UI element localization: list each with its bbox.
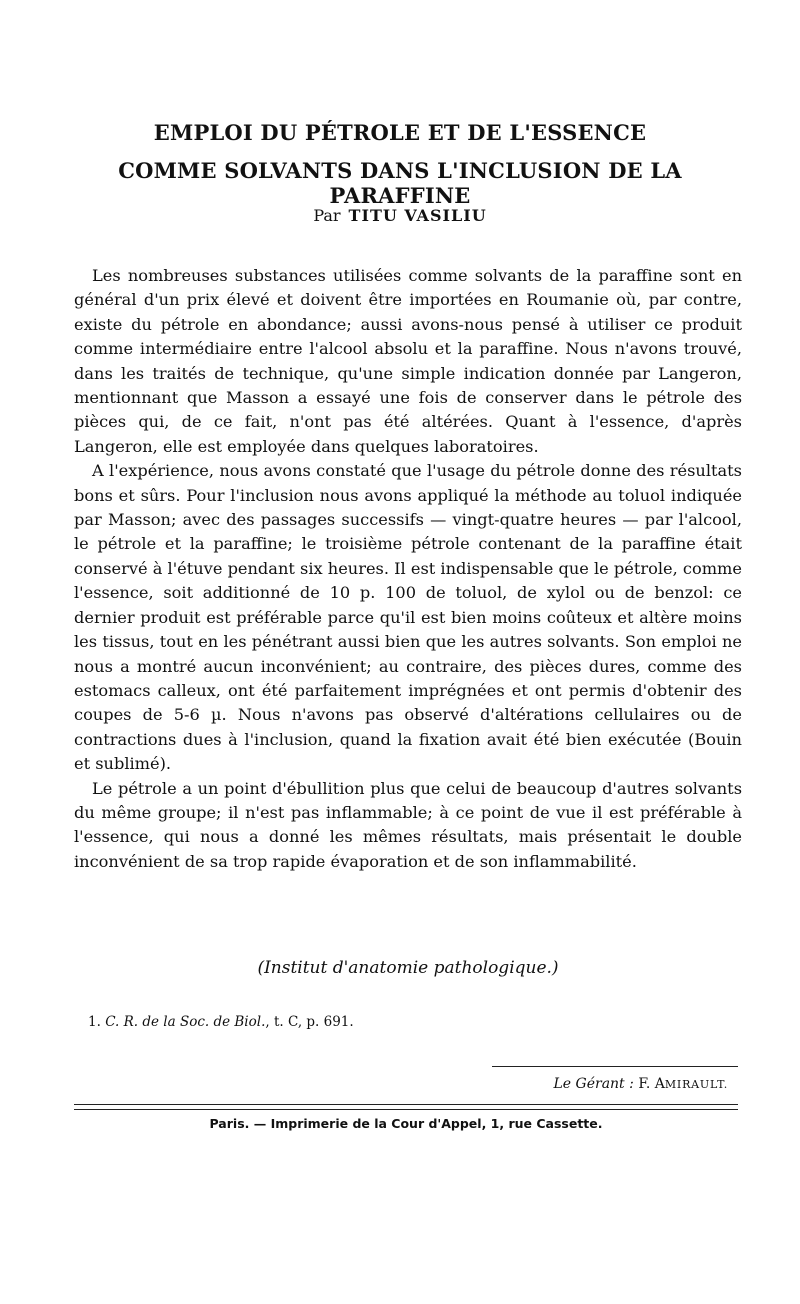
footnote: [88, 1014, 354, 1030]
byline: [0, 206, 800, 225]
gerant-line: [492, 1076, 728, 1092]
gerant-initial: F. A: [638, 1076, 665, 1092]
title-line-1: EMPLOI DU PÉTROLE ET DE L'ESSENCE: [153, 120, 647, 145]
footnote-reference-detail: , t. C, p. 691.: [265, 1014, 354, 1030]
divider-long-thin: [74, 1109, 738, 1110]
paragraph-3: Le pétrole a un point d'ébullition plus que celui de beaucoup d'autres solvants du même groupe; il n'est pas inflammable; à ce point de vue il est préférable à l'essence, qui nous a donné les mêmes résultats, mais présentait le double inconvénient de sa trop rapide évaporation et de son inflammabilité.: [74, 778, 742, 871]
footnote-reference: C. R. de la Soc. de Biol.: [105, 1014, 266, 1030]
gerant-label: Le Gérant :: [553, 1076, 634, 1092]
gerant-name: MIRAULT.: [664, 1078, 728, 1091]
paragraph-2: A l'expérience, nous avons constaté que l'usage du pétrole donne des résultats bons et sûrs. Pour l'inclusion nous avons appliqué la méthode au toluol indiquée par Masson; avec des passages successifs — vingt-quatre heures — par l'alcool, le pétrole et la paraffine; le troisième pétrole contenant de la paraffine était conservé à l'étuve pendant six heures. Il est indispensable que le pétrole, comme l'essence, soit additionné de 10 p. 100 de toluol, de xylol ou de benzol: ce dernier produit est préférable parce qu'il est bien moins coûteux et altère moins les tissus, tout en les pénétrant aussi bien que les autres solvants. Son emploi ne nous a montré aucun inconvénient; au contraire, des pièces dures, comme des estomacs calleux, ont été parfaitement imprégnées et ont permis d'obtenir des coupes de 5-6 µ. Nous n'avons pas observé d'altérations cellulaires ou de contractions dues à l'inclusion, quand la fixation avait été bien exécutée (Bouin et sublimé).: [74, 461, 742, 774]
divider-long: [74, 1104, 738, 1105]
byline-prefix: Par: [313, 206, 341, 225]
paragraph-1: Les nombreuses substances utilisées comme solvants de la paraffine sont en général d'un prix élevé et doivent être importées en Roumanie où, par contre, existe du pétrole en abondance; aussi avons-nous pensé à utiliser ce produit comme intermédiaire entre l'alcool absolu et la paraffine. Nous n'avons trouvé, dans les traités de technique, qu'une simple indication donnée par Langeron, mentionnant que Masson a essayé une fois de conserver dans le pétrole des pièces qui, de ce fait, n'ont pas été altérées. Quant à l'essence, d'après Langeron, elle est employée dans quelques laboratoires.: [74, 266, 742, 456]
title-line-2: COMME SOLVANTS DANS L'INCLUSION DE LA PARAFFINE: [118, 158, 682, 208]
footnote-number: 1.: [88, 1014, 101, 1030]
article-body: [74, 264, 742, 874]
divider-short: [492, 1066, 738, 1067]
author-name: TITU VASILIU: [348, 206, 487, 225]
printer-imprint: Paris. — Imprimerie de la Cour d'Appel, 1, rue Cassette.: [209, 1116, 603, 1131]
institution-note: (Institut d'anatomie pathologique.): [257, 958, 559, 978]
